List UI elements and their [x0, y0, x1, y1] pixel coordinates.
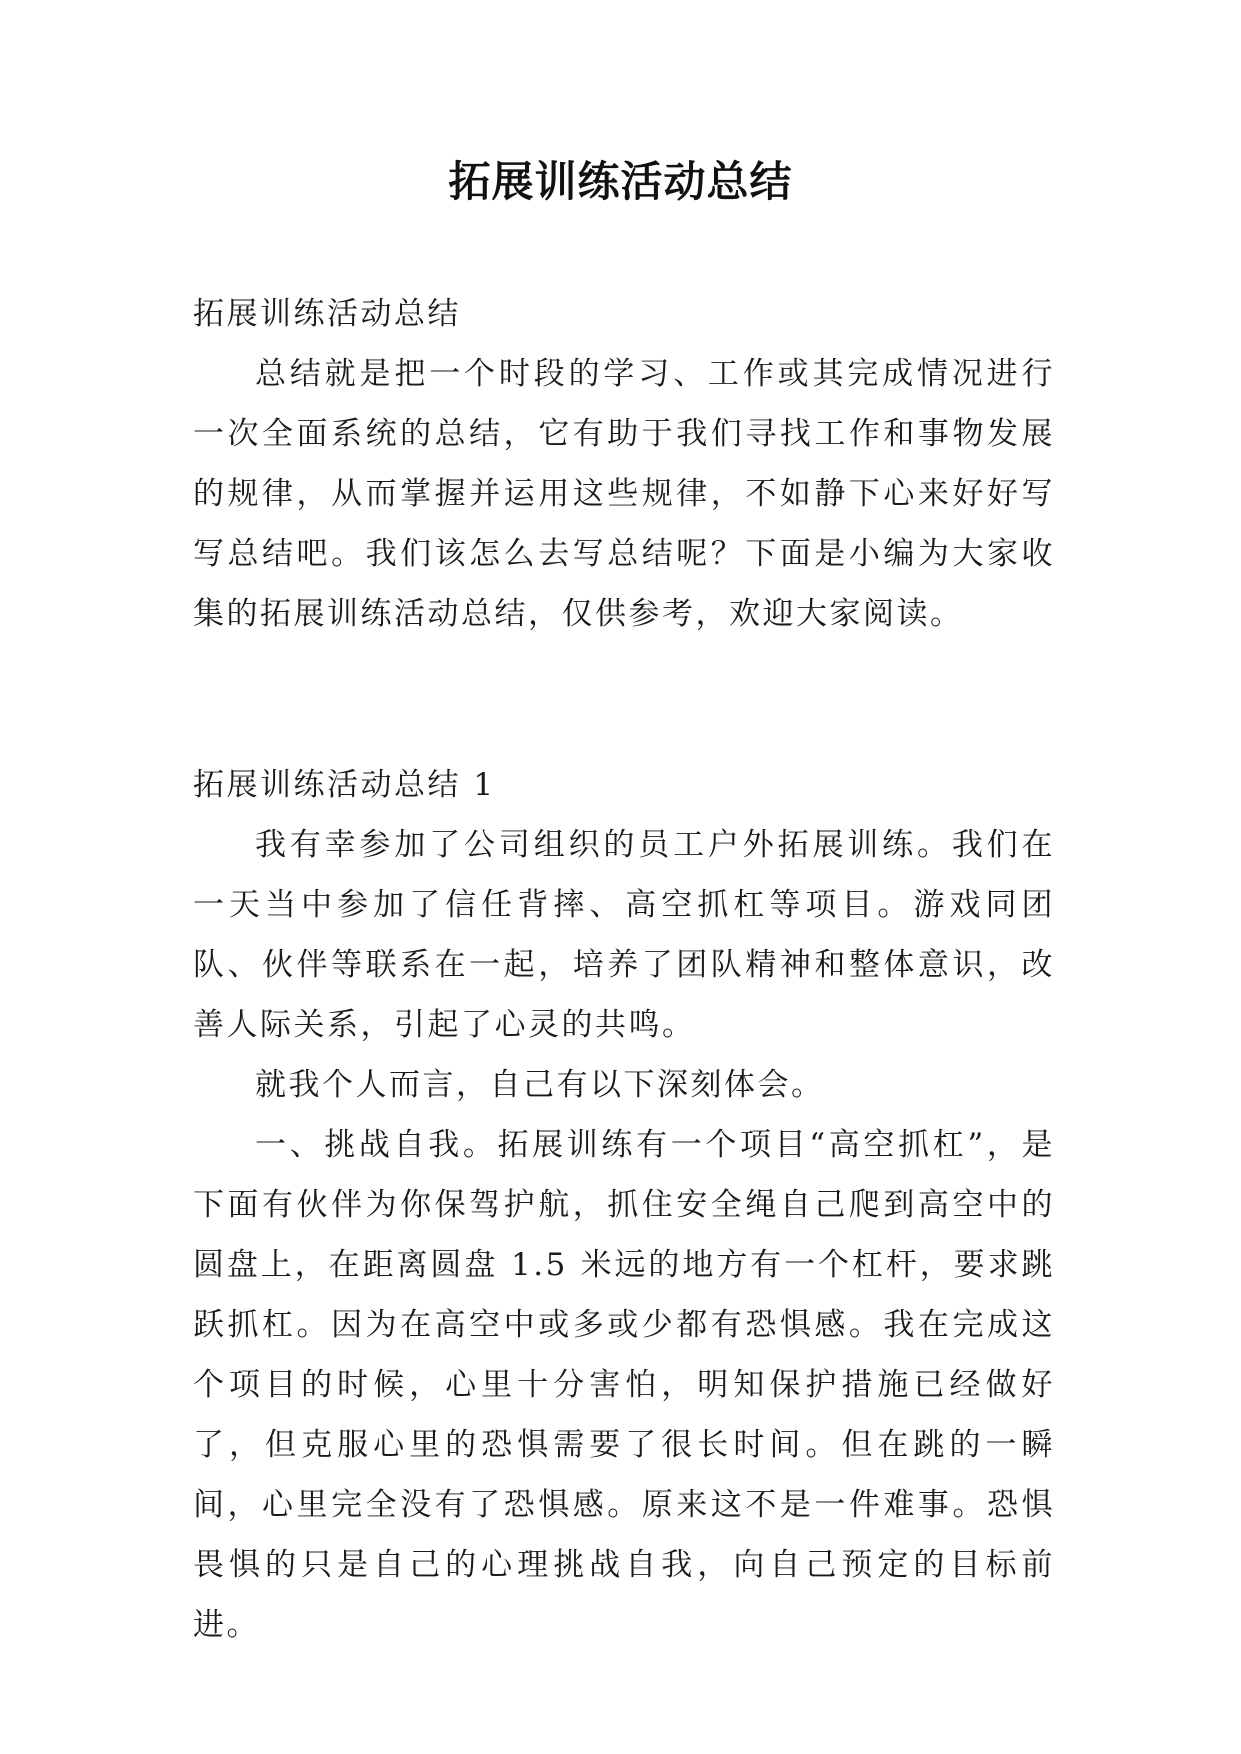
section-1-paragraph-2: 就我个人而言，自己有以下深刻体会。: [255, 1067, 825, 1103]
section-1-paragraph-3: 一、挑战自我。拓展训练有一个项目“高空抓杠”，是下面有伙伴为你保驾护航，抓住安全绳自己爬到高空中的圆盘上，在距离圆盘 1.5 米远的地方有一个杠杆，要求跳跃抓杠。因为在高空中或多或少都有恐惧感。我在完成这个项目的时候，心里十分害怕，明知保护措施已经做好了，但克服心里的恐惧需要了很长时间。但在跳的一瞬间，心里完全没有了恐惧感。原来这不是一件难事。恐惧畏惧的只是自己的心理挑战自我，向自己预定的目标前进。: [193, 1127, 1055, 1643]
intro-paragraph: 总结就是把一个时段的学习、工作或其完成情况进行一次全面系统的总结，它有助于我们寻找工作和事物发展的规律，从而掌握并运用这些规律，不如静下心来好好写写总结吧。我们该怎么去写总结呢？下面是小编为大家收集的拓展训练活动总结，仅供参考，欢迎大家阅读。: [193, 356, 1055, 632]
section-1-heading: 拓展训练活动总结 1: [193, 767, 496, 803]
section-1-paragraph-1: 我有幸参加了公司组织的员工户外拓展训练。我们在一天当中参加了信任背摔、高空抓杠等项目。游戏同团队、伙伴等联系在一起，培养了团队精神和整体意识，改善人际关系，引起了心灵的共鸣。: [193, 827, 1055, 1043]
document-title: 拓展训练活动总结: [448, 157, 793, 206]
intro-heading: 拓展训练活动总结: [193, 296, 461, 332]
intro-section: [193, 284, 1055, 644]
section-1: [193, 755, 1055, 1655]
